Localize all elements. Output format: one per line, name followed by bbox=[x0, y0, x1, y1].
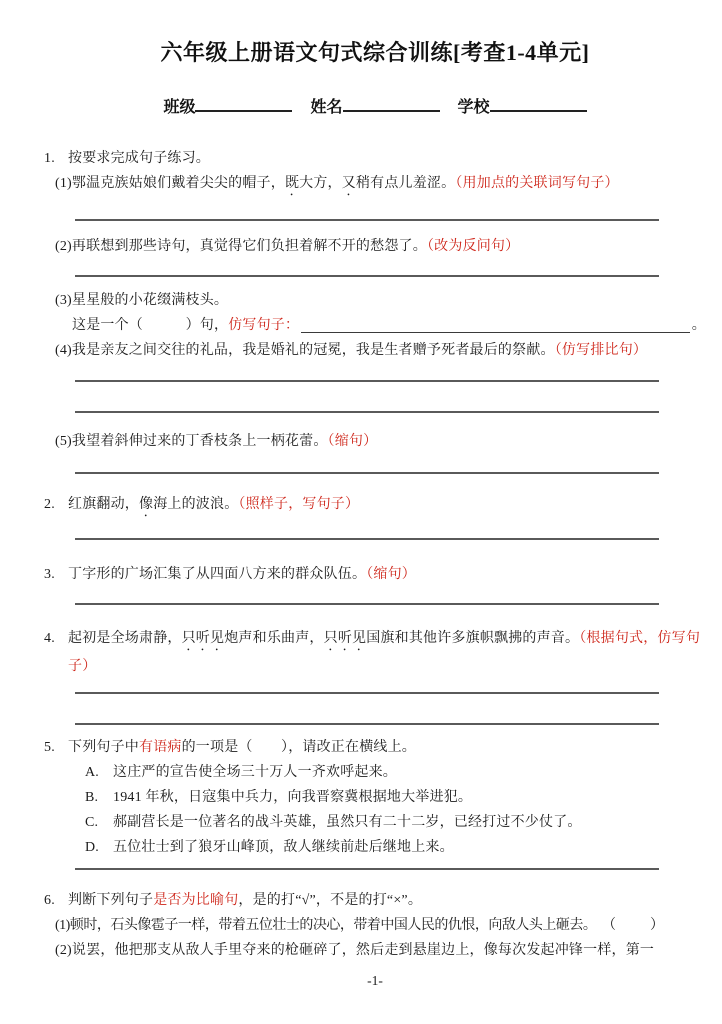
option-label: C. bbox=[85, 815, 99, 830]
answer-line[interactable] bbox=[75, 723, 659, 725]
answer-line[interactable] bbox=[75, 472, 659, 474]
emphasized-text: 像 bbox=[139, 497, 154, 512]
text-segment: 起初是全场肃静， bbox=[68, 631, 182, 646]
answer-line[interactable] bbox=[75, 219, 659, 221]
question-text bbox=[55, 434, 377, 449]
question-6-1 bbox=[55, 913, 706, 938]
text-segment: 下列句子中 bbox=[68, 740, 139, 755]
school-blank[interactable] bbox=[490, 107, 587, 112]
answer-line[interactable] bbox=[75, 868, 659, 870]
text-segment: 大方， bbox=[299, 176, 342, 191]
text-segment: (1)顿时，石头像雹子一样，带着五位壮士的决心，带着中国人民的仇恨，向敌人头上砸去。 bbox=[55, 918, 597, 933]
text-segment: 丁字形的广场汇集了从四面八方来的群众队伍。 bbox=[68, 567, 367, 582]
page-title: 六年级上册语文句式综合训练[考查1-4单元] bbox=[160, 40, 590, 65]
emphasized-text: 又 bbox=[341, 176, 356, 191]
question-number: 4. bbox=[44, 631, 55, 646]
emphasized-text: 既 bbox=[284, 176, 300, 191]
answer-line[interactable] bbox=[75, 603, 659, 605]
option-c bbox=[85, 810, 706, 835]
option-text bbox=[113, 785, 706, 810]
option-text bbox=[113, 810, 706, 835]
question-number: 2. bbox=[44, 497, 55, 512]
answer-line[interactable] bbox=[75, 411, 659, 413]
text-segment: (1)鄂温克族姑娘们戴着尖尖的帽子， bbox=[55, 176, 285, 191]
question-text bbox=[55, 239, 519, 254]
annotation-red: （照样子，写句子） bbox=[238, 497, 360, 512]
name-blank[interactable] bbox=[343, 107, 440, 112]
emphasized-text: 只听见 bbox=[323, 631, 367, 646]
question-1-5 bbox=[55, 429, 706, 454]
annotation-red: 有语病 bbox=[139, 740, 182, 755]
question-number: 6. bbox=[44, 893, 55, 908]
name-label: 姓名 bbox=[310, 99, 343, 116]
annotation-red: （改为反问句） bbox=[426, 239, 520, 254]
text-segment: 五位壮士到了狼牙山峰顶，敌人继续前赴后继地上来。 bbox=[113, 840, 454, 855]
option-b bbox=[85, 785, 706, 810]
question-text bbox=[68, 562, 706, 587]
text-segment: 判断下列句子 bbox=[68, 893, 154, 908]
question-4 bbox=[44, 626, 706, 679]
class-field bbox=[163, 94, 292, 117]
annotation-red: （缩句） bbox=[327, 434, 378, 449]
text-segment: (4)我是亲友之间交往的礼品，我是婚礼的冠冕，我是生者赠予死者最后的祭献。 bbox=[55, 343, 555, 358]
school-label: 学校 bbox=[457, 99, 490, 116]
question-text bbox=[68, 492, 706, 520]
text-segment: 按要求完成句子练习。 bbox=[68, 151, 210, 166]
annotation-red: （仿写排比句） bbox=[554, 343, 648, 358]
text-segment: 这庄严的宣告使全场三十万人一齐欢呼起来。 bbox=[113, 765, 397, 780]
question-text bbox=[55, 293, 228, 308]
option-text bbox=[113, 835, 706, 860]
question-3 bbox=[44, 562, 706, 587]
annotation-red: （根据句式，仿写句子） bbox=[68, 631, 701, 674]
question-1-heading bbox=[44, 146, 706, 171]
question-text bbox=[55, 918, 596, 933]
answer-line[interactable] bbox=[75, 538, 659, 540]
class-label: 班级 bbox=[163, 99, 196, 116]
option-a bbox=[85, 760, 706, 785]
text-segment: (2)再联想到那些诗句，真觉得它们负担着解不开的愁怨了。 bbox=[55, 239, 427, 254]
text-segment: (3)星星般的小花缀满枝头。 bbox=[55, 293, 229, 308]
annotation-red: 是否为比喻句 bbox=[153, 893, 239, 908]
inline-answer-blank[interactable] bbox=[301, 332, 690, 333]
question-1-3-answer-row bbox=[72, 313, 706, 338]
annotation-red: 仿写句子： bbox=[228, 318, 300, 333]
annotation-red: （用加点的关联词写句子） bbox=[455, 176, 619, 191]
question-6-2 bbox=[55, 938, 706, 963]
text-segment: 海上的波浪。 bbox=[153, 497, 239, 512]
text-segment: 的一项是（ ），请改正在横线上。 bbox=[181, 740, 417, 755]
emphasized-text: 只听见 bbox=[181, 631, 225, 646]
option-text bbox=[113, 760, 706, 785]
question-text bbox=[55, 343, 647, 358]
question-1-4 bbox=[55, 338, 706, 363]
question-text bbox=[55, 176, 619, 191]
text-segment: ，是的打“√”，不是的打“×”。 bbox=[238, 893, 423, 908]
text-segment: 郝副营长是一位著名的战斗英雄，虽然只有二十二岁，已经打过不少仗了。 bbox=[113, 815, 582, 830]
text-segment: 炮声和乐曲声， bbox=[224, 631, 324, 646]
answer-line[interactable] bbox=[75, 692, 659, 694]
page-number: -1- bbox=[367, 973, 383, 988]
text-segment: 稍有点儿羞涩。 bbox=[355, 176, 456, 191]
question-text bbox=[72, 313, 299, 338]
question-5 bbox=[44, 735, 706, 760]
question-number: 3. bbox=[44, 567, 55, 582]
question-text bbox=[55, 943, 654, 958]
answer-line[interactable] bbox=[75, 275, 659, 277]
question-1-2 bbox=[55, 234, 706, 259]
text-segment: 这是一个（ ）句， bbox=[72, 318, 229, 333]
text-segment: 红旗翻动， bbox=[68, 497, 139, 512]
text-segment: (5)我望着斜伸过来的丁香枝条上一柄花蕾。 bbox=[55, 434, 328, 449]
option-label: B. bbox=[85, 790, 99, 805]
text-segment: (2)说罢，他把那支从敌人手里夺来的枪砸碎了，然后走到悬崖边上，像每次发起冲锋一样，第一 bbox=[55, 943, 655, 958]
text-segment: 1941 年秋，日寇集中兵力，向我晋察冀根据地大举进犯。 bbox=[113, 790, 473, 805]
question-text bbox=[68, 735, 706, 760]
question-number: 5. bbox=[44, 740, 55, 755]
question-text bbox=[68, 888, 706, 913]
text-segment: 国旗和其他许多旗帜飘拂的声音。 bbox=[366, 631, 580, 646]
name-field bbox=[310, 94, 439, 117]
question-text bbox=[68, 146, 706, 171]
annotation-red: （缩句） bbox=[366, 567, 417, 582]
option-label: A. bbox=[85, 765, 100, 780]
option-label: D. bbox=[85, 840, 100, 855]
period: 。 bbox=[691, 318, 706, 333]
question-text bbox=[68, 626, 706, 679]
answer-line[interactable] bbox=[75, 380, 659, 382]
question-1-3 bbox=[55, 288, 706, 313]
class-blank[interactable] bbox=[195, 107, 292, 112]
question-number: 1. bbox=[44, 151, 55, 166]
school-field bbox=[458, 94, 587, 117]
question-1-1 bbox=[55, 171, 706, 199]
option-d bbox=[85, 835, 706, 860]
student-info-row bbox=[44, 94, 706, 117]
question-6 bbox=[44, 888, 706, 913]
answer-paren[interactable]: （ ） bbox=[602, 918, 666, 933]
question-2 bbox=[44, 492, 706, 520]
